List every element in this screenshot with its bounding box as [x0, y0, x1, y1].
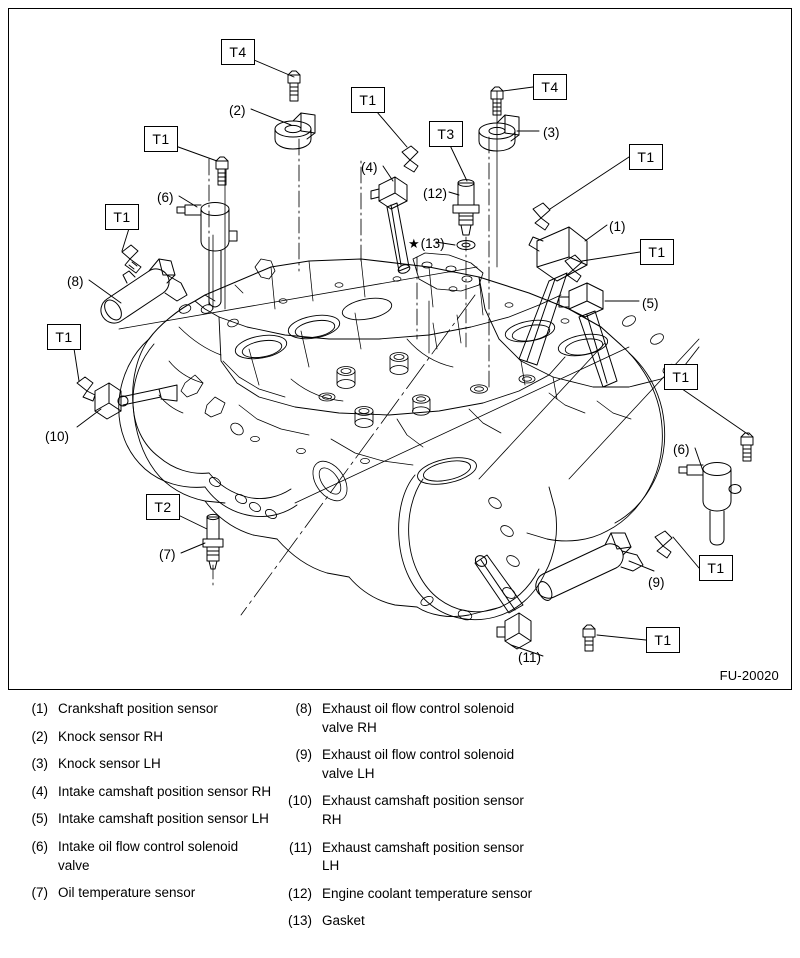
- torque-label-t1-upper-left: T1: [144, 126, 178, 152]
- callout-number: (2): [229, 103, 246, 118]
- diagram-frame: [8, 8, 792, 690]
- legend-item-number: (5): [31, 811, 48, 827]
- legend-item: [14, 810, 294, 829]
- legend-item-number: (12): [287, 885, 312, 901]
- callout-c2: [229, 104, 246, 118]
- legend-item-label: Intake camshaft position sensor LH: [58, 811, 269, 827]
- legend-item-number: (4): [31, 783, 48, 799]
- legend-item-label: Engine coolant temperature sensor: [322, 885, 533, 901]
- legend-item: [14, 884, 294, 903]
- legend-item-label: Exhaust camshaft position sensor LH: [322, 839, 524, 874]
- legend-item-label: Exhaust oil flow control solenoid valve RH: [322, 701, 515, 735]
- torque-label-t4-center-right: T4: [533, 74, 567, 100]
- callout-c8: [67, 275, 84, 289]
- callout-c6-right: [673, 443, 690, 457]
- callout-c13: [408, 237, 445, 251]
- legend-item-number: (3): [31, 756, 48, 772]
- callout-c5: [642, 297, 659, 311]
- legend-item: [278, 912, 568, 931]
- legend-item: [278, 885, 568, 904]
- legend-item-label: Knock sensor RH: [58, 728, 164, 744]
- callout-number: (4): [361, 160, 378, 175]
- legend-column-left: [14, 700, 294, 912]
- legend-item-number: (13): [287, 913, 312, 929]
- callout-c10: [45, 430, 69, 444]
- legend-item: [278, 746, 568, 783]
- callout-number: (12): [423, 186, 448, 201]
- torque-label-t1-right-lower: T1: [664, 364, 698, 390]
- callout-c6-left: [157, 191, 174, 205]
- legend-item: [14, 838, 294, 875]
- legend-item-number: (8): [295, 701, 312, 716]
- callout-number: (6): [673, 442, 690, 457]
- legend-item-label: Knock sensor LH: [58, 756, 161, 772]
- figure-id: FU-20020: [719, 668, 779, 683]
- torque-label-t1-right-upper: T1: [629, 144, 663, 170]
- callout-c1: [609, 220, 626, 234]
- legend-item: [278, 839, 568, 876]
- callout-c7: [159, 548, 176, 562]
- callout-number: (3): [543, 125, 560, 140]
- callout-c12: [423, 187, 447, 201]
- callout-c4: [361, 161, 378, 175]
- callout-number: (11): [518, 650, 542, 665]
- legend-item-number: (9): [295, 747, 312, 763]
- legend-item-label: Exhaust camshaft position sensor RH: [322, 793, 524, 827]
- callout-number: (7): [159, 547, 176, 562]
- callout-number: (9): [648, 575, 665, 590]
- legend-item-label: Exhaust oil flow control solenoid valve LH: [322, 747, 515, 781]
- callout-number: (1): [609, 219, 626, 234]
- callout-number: (8): [67, 274, 84, 289]
- legend-item-label: Gasket: [322, 913, 365, 929]
- legend-item-label: Intake oil flow control solenoid valve: [58, 838, 239, 873]
- parts-legend: [0, 700, 800, 958]
- callout-c3: [543, 126, 560, 140]
- torque-label-t1-left-mid: T1: [105, 204, 139, 230]
- legend-item-label: Intake camshaft position sensor RH: [58, 783, 272, 799]
- callout-number: (5): [642, 296, 659, 311]
- legend-item: [14, 783, 294, 802]
- torque-label-t1-bottom-center: T1: [646, 627, 680, 653]
- legend-item: [14, 700, 294, 719]
- legend-item-number: (2): [31, 728, 48, 744]
- legend-item-number: (1): [31, 701, 48, 716]
- torque-label-t1-right-bottom: T1: [699, 555, 733, 581]
- legend-item: [278, 792, 568, 829]
- torque-label-t1-right-mid: T1: [640, 239, 674, 265]
- legend-item-number: (10): [287, 793, 312, 809]
- callout-number: (6): [157, 190, 174, 205]
- torque-label-t1-center: T1: [351, 87, 385, 113]
- legend-item-number: (7): [31, 885, 48, 901]
- callout-number: (10): [45, 429, 70, 444]
- legend-item: [14, 755, 294, 774]
- legend-item-label: Oil temperature sensor: [58, 885, 196, 901]
- torque-label-t4-top-left: T4: [221, 39, 255, 65]
- legend-item-label: Crankshaft position sensor: [58, 701, 218, 716]
- callout-number: (13): [420, 236, 445, 251]
- legend-item-number: (11): [288, 839, 312, 855]
- engine-assembly-illustration: [9, 9, 793, 691]
- callout-c11: [518, 651, 541, 665]
- torque-label-t3-center: T3: [429, 121, 463, 147]
- legend-item-number: (6): [31, 838, 48, 854]
- legend-item: [278, 700, 568, 737]
- callout-c9: [648, 576, 665, 590]
- legend-item: [14, 728, 294, 747]
- torque-label-t2-left-bottom: T2: [146, 494, 180, 520]
- torque-label-t1-left-lower: T1: [47, 324, 81, 350]
- legend-column-right: [278, 700, 568, 940]
